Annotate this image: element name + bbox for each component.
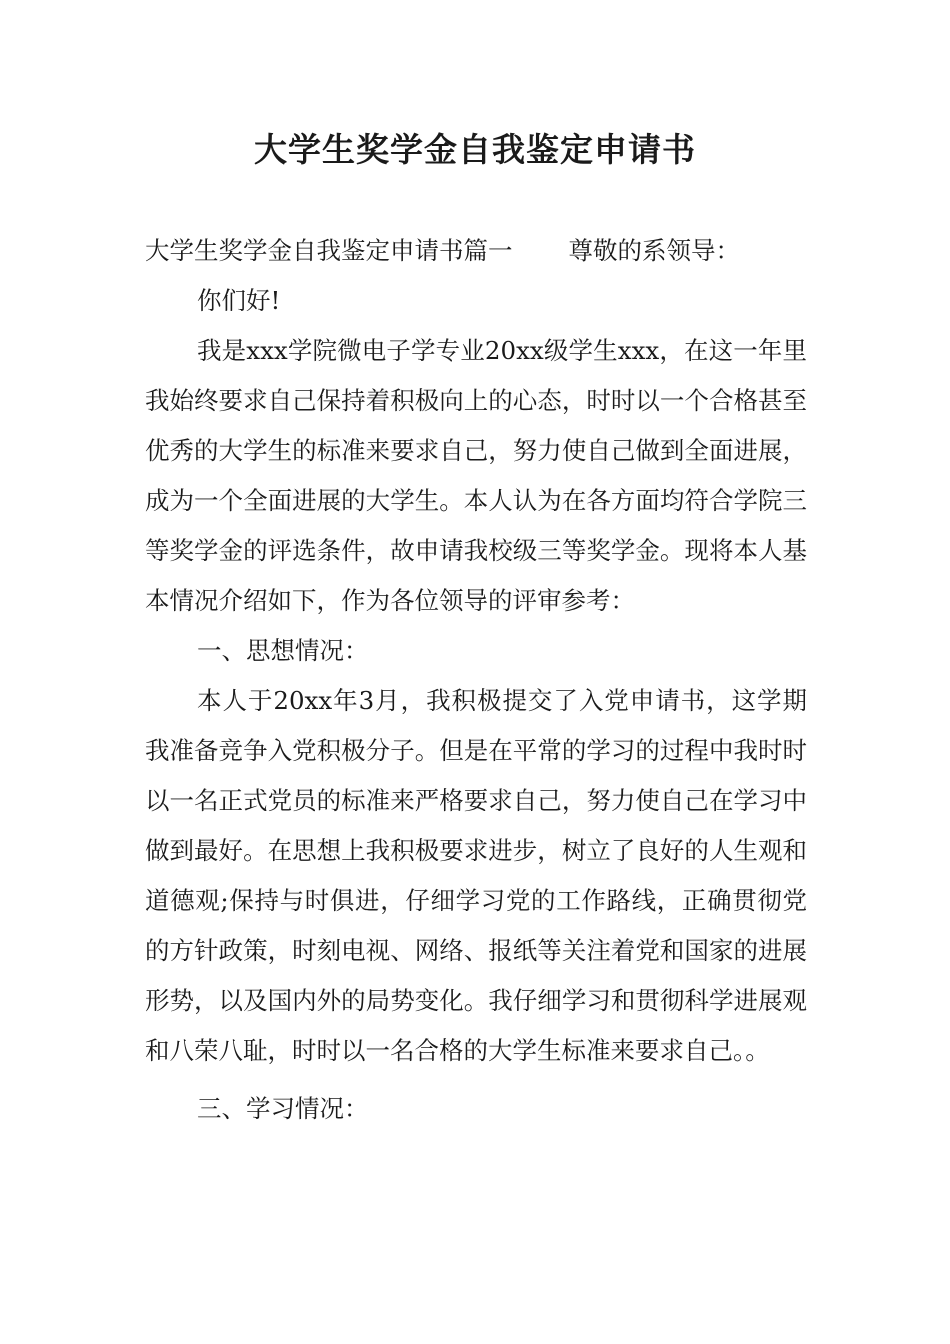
document-body (145, 226, 807, 1134)
section-heading-thought: 一、思想情况： (197, 636, 369, 665)
thought-paragraph: 本人于20xx年3月，我积极提交了入党申请书，这学期我准备竞争入党积极分子。但是在平常的学习的过程中我时时以一名正式党员的标准来严格要求自己，努力使自己在学习中做到最好。在思想上我积极要求进步，树立了良好的人生观和道德观;保持与时俱进，仔细学习党的工作路线，正确贯彻党的方针政策，时刻电视、网络、报纸等关注着党和国家的进展形势，以及国内外的局势变化。我仔细学习和贯彻科学进展观和八荣八耻，时时以一名合格的大学生标准来要求自己。。 (145, 686, 807, 1065)
section-heading-study: 三、学习情况： (197, 1094, 369, 1123)
opening-heading: 大学生奖学金自我鉴定申请书篇一 (145, 236, 513, 265)
salutation: 尊敬的系领导： (568, 236, 740, 265)
paragraph-spacer (145, 1076, 807, 1084)
intro-paragraph: 我是xxx学院微电子学专业20xx级学生xxx，在这一年里我始终要求自己保持着积极向上的心态，时时以一个合格甚至优秀的大学生的标准来要求自己，努力使自己做到全面进展，成为一个全面进展的大学生。本人认为在各方面均符合学院三等奖学金的评选条件，故申请我校级三等奖学金。现将本人基本情况介绍如下，作为各位领导的评审参考： (145, 336, 807, 615)
opening-line (145, 226, 807, 276)
document-title: 大学生奖学金自我鉴定申请书 (254, 130, 696, 169)
greeting-paragraph: 你们好! (197, 286, 281, 315)
